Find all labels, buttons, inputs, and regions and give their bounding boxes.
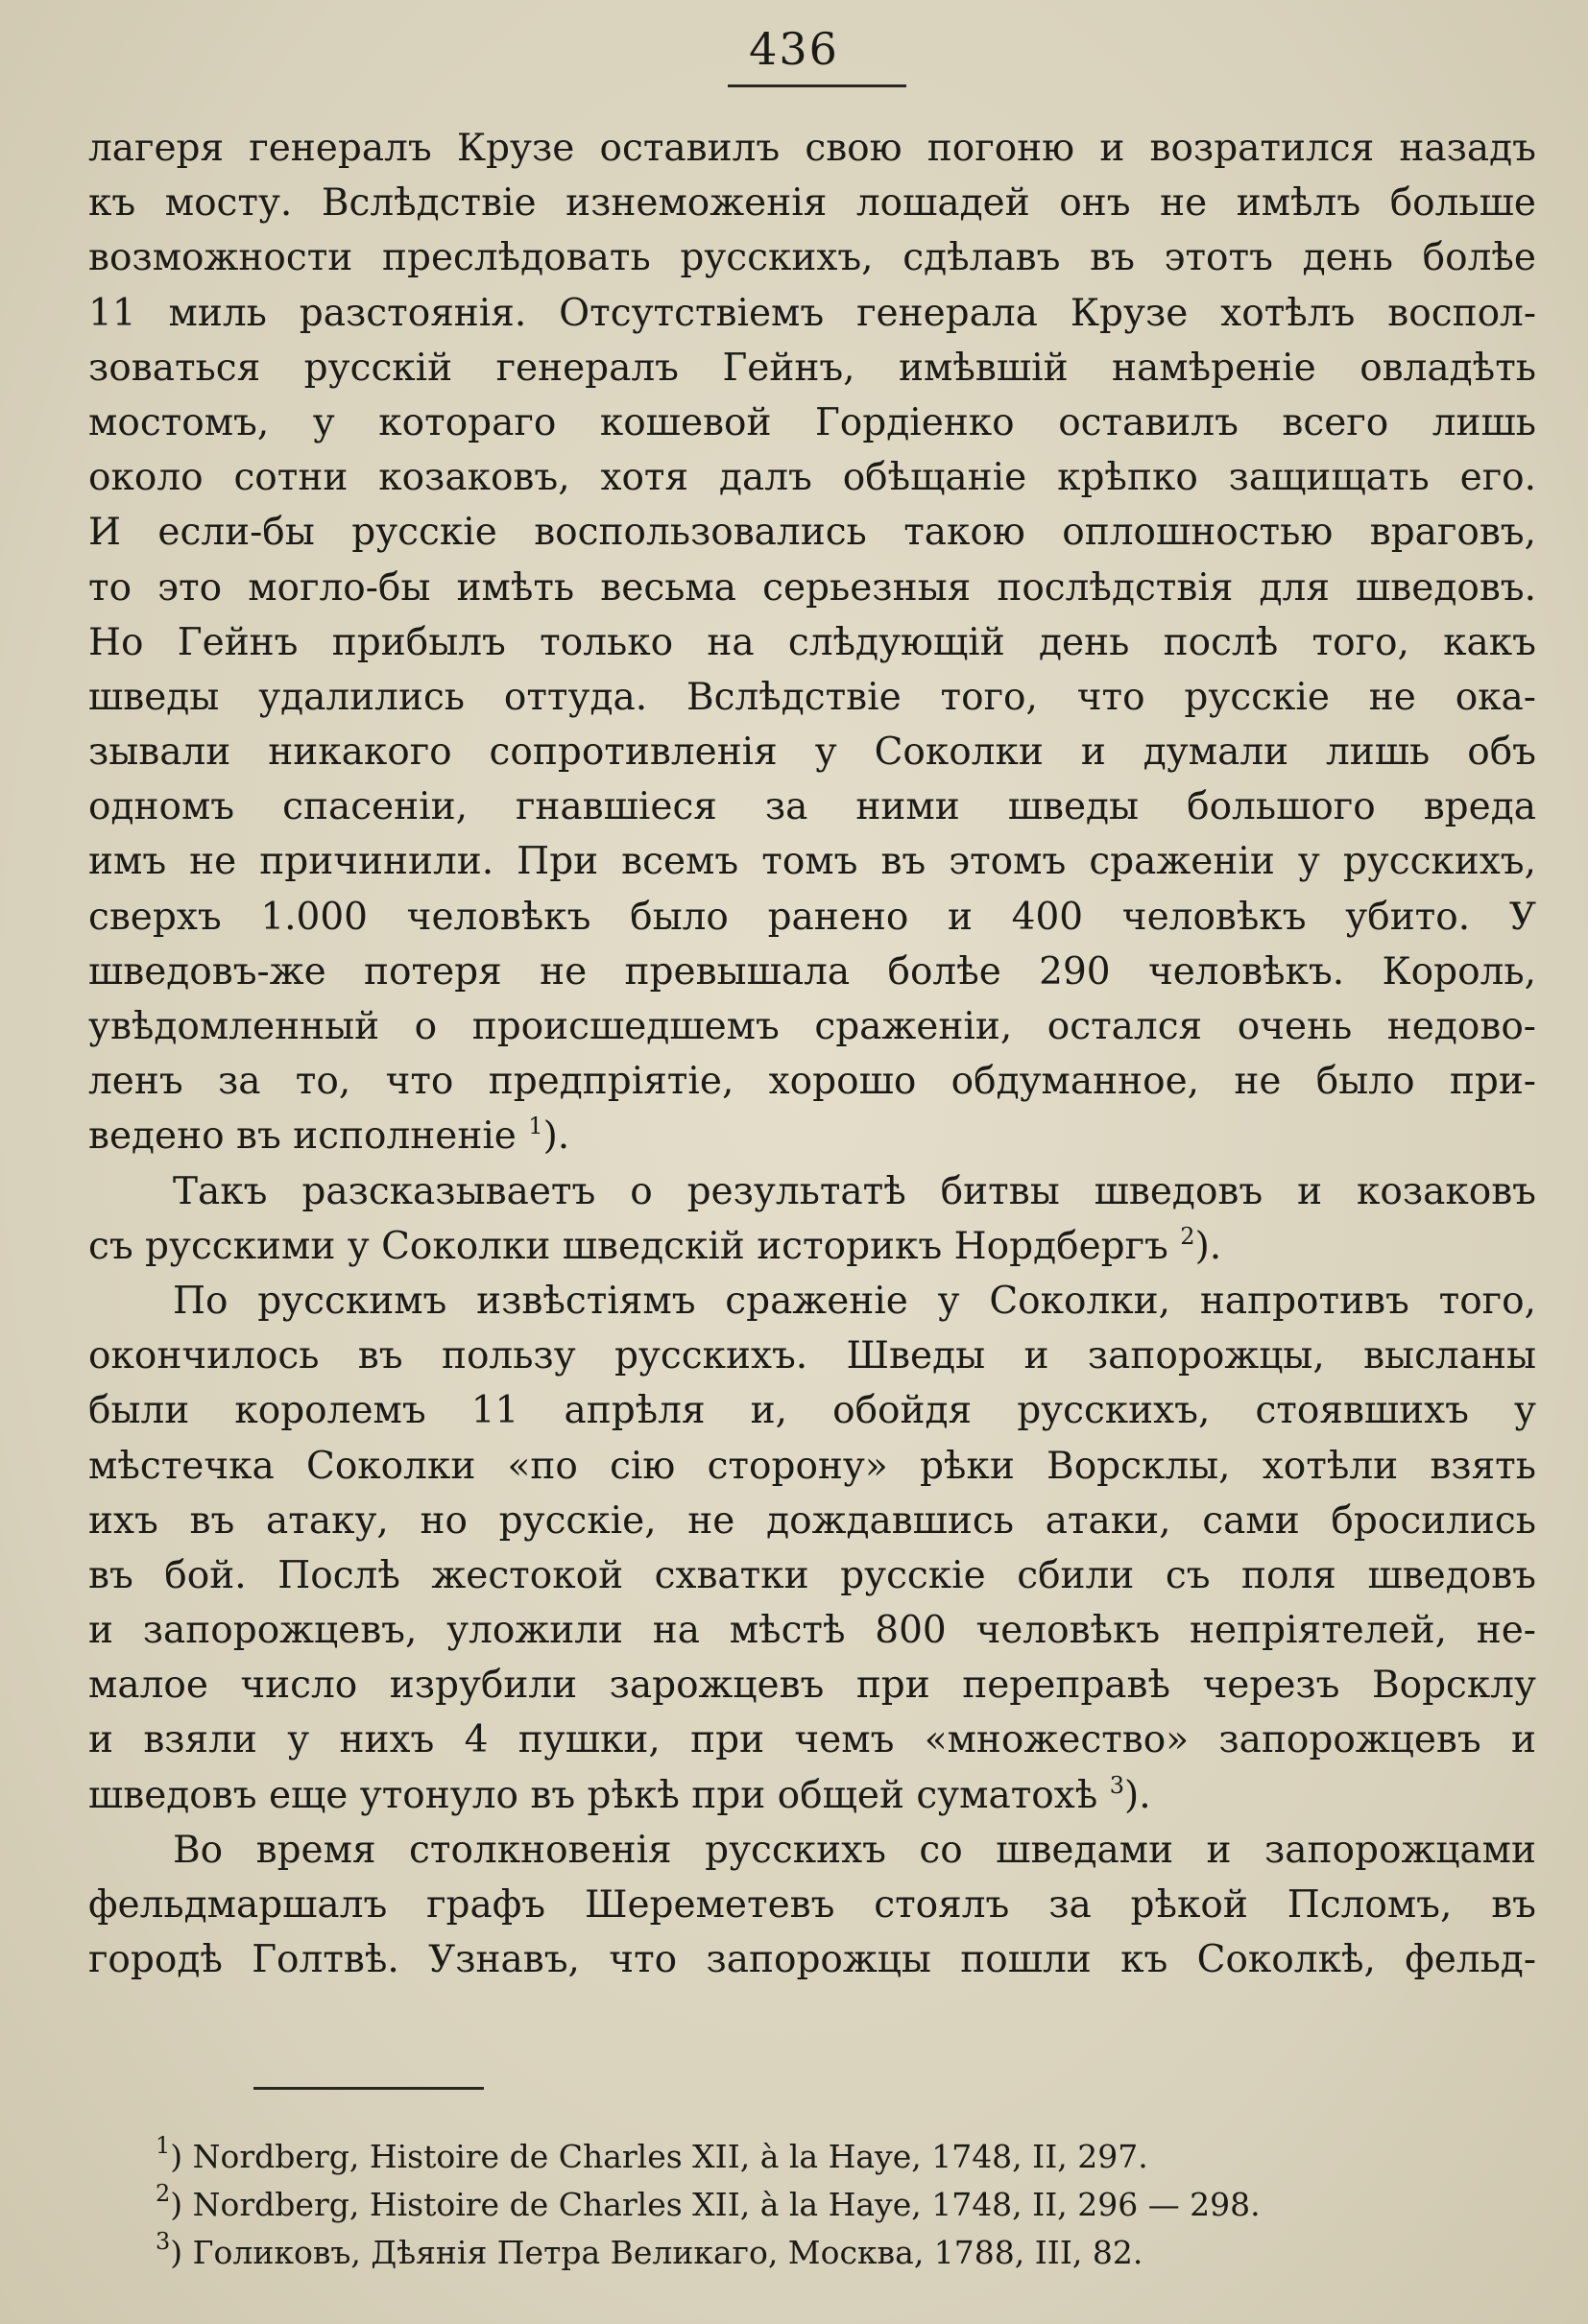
footnotes	[156, 2133, 1500, 2277]
text-line: окончилось въ пользу русскихъ. Шведы и запорожцы, высланы	[88, 1334, 1536, 1378]
footnote-ref: 3	[1109, 1771, 1124, 1799]
footnote-ref: 1	[528, 1113, 543, 1140]
text-line: Такъ разсказываетъ о результатѣ битвы шведовъ и козаковъ	[173, 1169, 1536, 1213]
text-line: возможности преслѣдовать русскихъ, сдѣлавъ въ этотъ день болѣе	[88, 236, 1536, 280]
text-line	[88, 1109, 1536, 1163]
footnote	[156, 2133, 1500, 2181]
text-line: сверхъ 1.000 человѣкъ было ранено и 400 человѣкъ убито. У	[88, 895, 1536, 939]
text-line: шведы удалились оттуда. Вслѣдствіе того, что русскіе не ока-	[88, 675, 1536, 719]
text-line	[88, 1219, 1536, 1274]
body-text	[88, 121, 1536, 1987]
text-line: мостомъ, у котораго кошевой Гордіенко оставилъ всего лишь	[88, 400, 1536, 444]
footnote-ref-close: ).	[1123, 1773, 1151, 1817]
text-line: въ бой. Послѣ жестокой схватки русскіе сбили съ поля шведовъ	[88, 1553, 1536, 1597]
text-line: шведовъ-же потеря не превышала болѣе 290 человѣкъ. Король,	[88, 949, 1536, 994]
text-line: къ мосту. Вслѣдствіе изнеможенія лошадей онъ не имѣлъ больше	[88, 181, 1536, 226]
footnote-ref-close: ).	[542, 1114, 570, 1159]
text-line: то это могло-бы имѣть весьма серьезныя послѣдствія для шведовъ.	[88, 565, 1536, 610]
footnote-ref-close: ).	[1194, 1224, 1222, 1268]
text-line: ихъ въ атаку, но русскіе, не дождавшись атаки, сами бросились	[88, 1498, 1536, 1543]
text-line: И если-бы русскіе воспользовались такою оплошностью враговъ,	[88, 511, 1536, 555]
footnote-text: ) Nordberg, Histoire de Charles XII, à la Haye, 1748, II, 297.	[170, 2138, 1148, 2175]
footnote-mark: 1	[156, 2132, 171, 2159]
footnote-text: ) Голиковъ, Дѣянія Петра Великаго, Москва, 1788, III, 82.	[170, 2234, 1143, 2271]
text-line-content: шведовъ еще утонуло въ рѣкѣ при общей суматохѣ	[88, 1773, 1098, 1817]
footnote-ref: 2	[1180, 1222, 1195, 1250]
text-line: и взяли у нихъ 4 пушки, при чемъ «множество» запорожцевъ и	[88, 1718, 1536, 1762]
footnote-text: ) Nordberg, Histoire de Charles XII, à la Haye, 1748, II, 296 — 298.	[170, 2186, 1261, 2223]
text-line	[88, 1768, 1536, 1823]
text-line: около сотни козаковъ, хотя далъ обѣщаніе крѣпко защищать его.	[88, 456, 1536, 500]
text-line: мѣстечка Соколки «по сію сторону» рѣки Ворсклы, хотѣли взять	[88, 1444, 1536, 1488]
text-line: фельдмаршалъ графъ Шереметевъ стоялъ за рѣкой Псломъ, въ	[88, 1883, 1536, 1927]
text-line: увѣдомленный о происшедшемъ сраженіи, остался очень недово-	[88, 1005, 1536, 1048]
text-line: и запорожцевъ, уложили на мѣстѣ 800 человѣкъ непріятелей, не-	[88, 1609, 1536, 1653]
footnote-mark: 3	[156, 2228, 171, 2255]
text-line: одномъ спасеніи, гнавшіеся за ними шведы большого вреда	[88, 785, 1536, 829]
text-line: малое число изрубили зарожцевъ при переправѣ черезъ Ворсклу	[88, 1664, 1536, 1708]
text-line: были королемъ 11 апрѣля и, обойдя русскихъ, стоявшихъ у	[88, 1389, 1536, 1433]
text-line: Во время столкновенія русскихъ со шведами и запорожцами	[173, 1828, 1536, 1872]
text-line: ленъ за то, что предпріятіе, хорошо обдуманное, не было при-	[88, 1060, 1536, 1104]
footnote-rule	[253, 2087, 484, 2090]
page-number: 436	[749, 23, 839, 75]
text-line: зоваться русскій генералъ Гейнъ, имѣвшій намѣреніе овладѣть	[88, 346, 1536, 390]
text-line: лагеря генералъ Крузе оставилъ свою погоню и возратился назадъ	[88, 127, 1536, 170]
text-line: Но Гейнъ прибылъ только на слѣдующій день послѣ того, какъ	[88, 620, 1536, 664]
footnote	[156, 2229, 1500, 2277]
footnote-mark: 2	[156, 2180, 171, 2207]
text-line-content: ведено въ исполненіе	[88, 1114, 517, 1159]
text-line: 11 миль разстоянія. Отсутствіемъ генерала Крузе хотѣлъ воспол-	[88, 291, 1536, 335]
text-line: зывали никакого сопротивленія у Соколки и думали лишь объ	[88, 731, 1536, 775]
header-rule	[728, 84, 906, 87]
text-line: имъ не причинили. При всемъ томъ въ этомъ сраженіи у русскихъ,	[88, 840, 1536, 884]
text-line: По русскимъ извѣстіямъ сраженіе у Соколки, напротивъ того,	[173, 1279, 1536, 1323]
text-line-content: съ русскими у Соколки шведскій историкъ Нордбергъ	[88, 1224, 1168, 1268]
footnote	[156, 2181, 1500, 2229]
text-line: городѣ Голтвѣ. Узнавъ, что запорожцы пошли къ Соколкѣ, фельд-	[88, 1938, 1536, 1982]
